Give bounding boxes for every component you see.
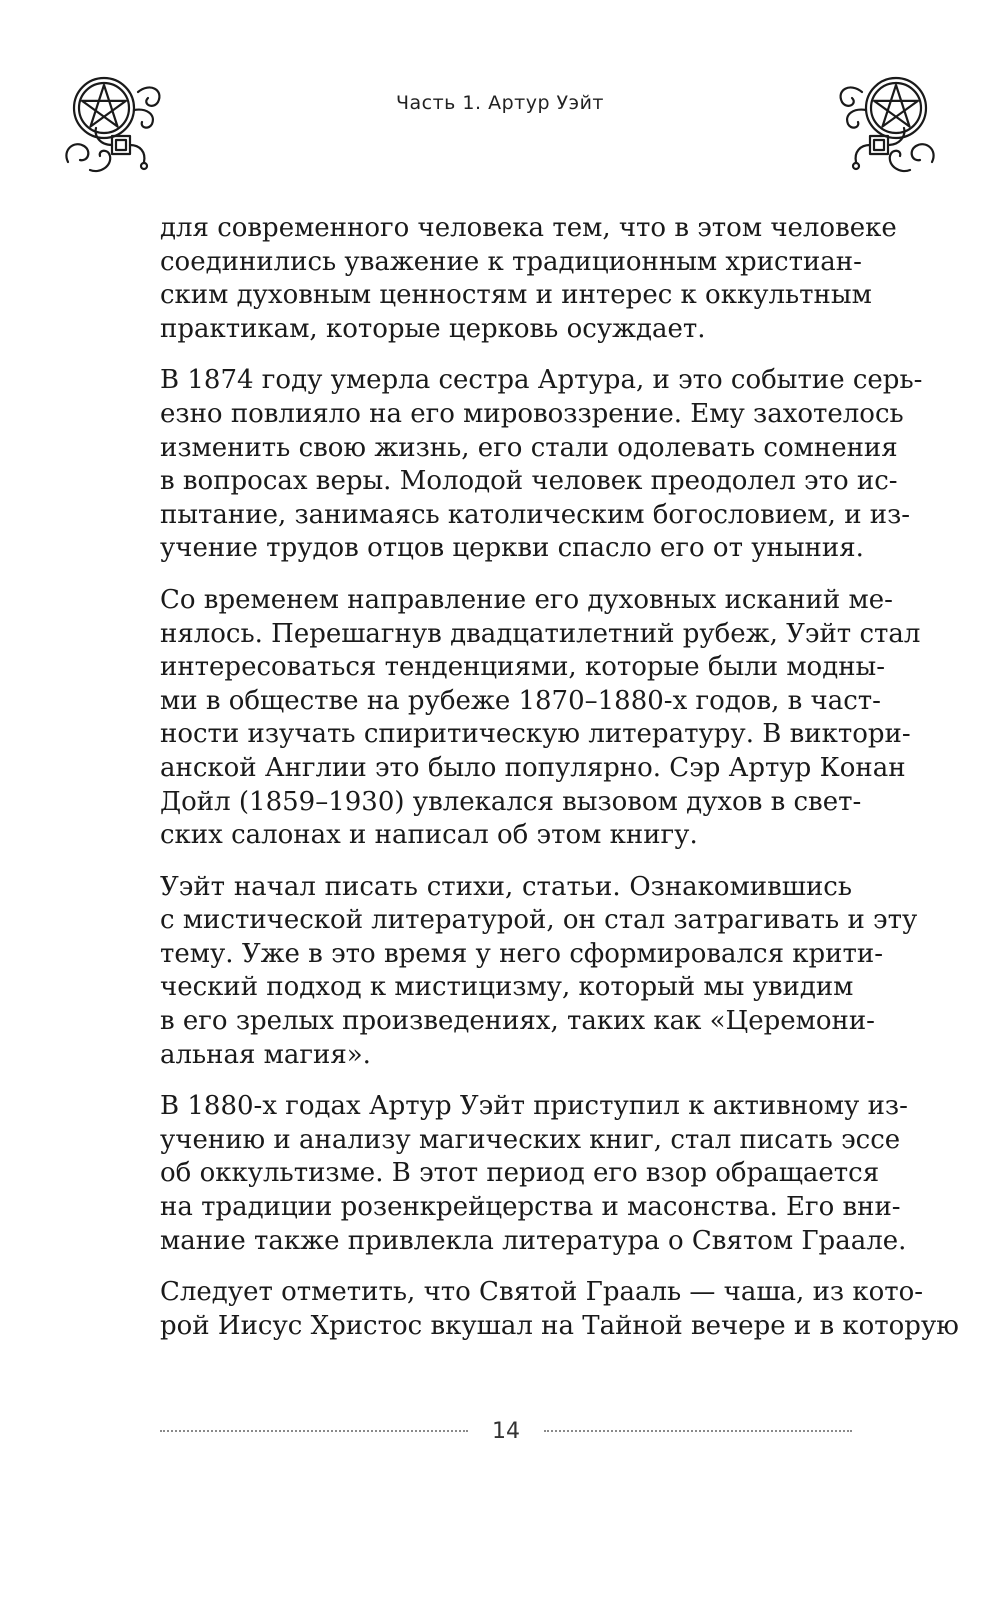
text-line: мание также привлекла литература о Святом Граале. bbox=[160, 1225, 907, 1256]
text-line: в его зрелых произведениях, таких как «Церемони- bbox=[160, 1006, 875, 1037]
paragraph bbox=[160, 364, 923, 566]
text-line: на традиции розенкрейцерства и масонства. Его вни- bbox=[160, 1192, 901, 1223]
text-line: интересоваться тенденциями, которые были модны- bbox=[160, 652, 886, 683]
text-line: Со временем направление его духовных исканий ме- bbox=[160, 584, 893, 615]
text-line: для современного человека тем, что в этом человеке bbox=[160, 213, 897, 243]
running-head: Часть 1. Артур Уэйт bbox=[396, 92, 604, 114]
paragraph bbox=[160, 1090, 908, 1258]
text-line: практикам, которые церковь осуждает. bbox=[160, 313, 706, 344]
text-line: учение трудов отцов церкви спасло его от уныния. bbox=[160, 533, 864, 564]
text-line: ских салонах и написал об этом книгу. bbox=[160, 820, 698, 851]
paragraph bbox=[160, 871, 918, 1073]
text-line: учению и анализу магических книг, стал писать эссе bbox=[160, 1124, 901, 1155]
text-line: рой Иисус Христос вкушал на Тайной вечере и в которую bbox=[160, 1310, 959, 1341]
body-text bbox=[160, 212, 959, 1361]
text-line: об оккультизме. В этот период его взор обращается bbox=[160, 1158, 880, 1189]
text-line: Уэйт начал писать стихи, статьи. Ознакомившись bbox=[160, 871, 852, 902]
page-number: 14 bbox=[492, 1418, 520, 1444]
text-line: с мистической литературой, он стал затрагивать и эту bbox=[160, 905, 918, 936]
paragraph bbox=[160, 212, 897, 346]
pentacle-flourish-icon bbox=[820, 66, 940, 186]
page-footer bbox=[160, 1416, 852, 1446]
text-line: В 1874 году умерла сестра Артура, и это событие серь- bbox=[160, 365, 923, 396]
paragraph bbox=[160, 584, 921, 853]
paragraph bbox=[160, 1276, 959, 1343]
text-line: изменить свою жизнь, его стали одолевать сомнения bbox=[160, 432, 898, 463]
dotted-rule-right bbox=[544, 1430, 852, 1432]
text-line: ми в обществе на рубеже 1870–1880-х годов, в част- bbox=[160, 685, 881, 716]
text-line: В 1880-х годах Артур Уэйт приступил к активному из- bbox=[160, 1091, 908, 1122]
text-line: соединились уважение к традиционным христиан- bbox=[160, 246, 862, 277]
text-line: ским духовным ценностям и интерес к оккультным bbox=[160, 280, 872, 311]
text-line: нялось. Перешагнув двадцатилетний рубеж, Уэйт стал bbox=[160, 618, 921, 649]
dotted-rule-left bbox=[160, 1430, 468, 1432]
text-line: пытание, занимаясь католическим богословием, и из- bbox=[160, 499, 911, 530]
text-line: тему. Уже в это время у него сформировался крити- bbox=[160, 938, 883, 969]
text-line: в вопросах веры. Молодой человек преодолел это ис- bbox=[160, 466, 898, 497]
text-line: альная магия». bbox=[160, 1039, 371, 1070]
text-line: анской Англии это было популярно. Сэр Артур Конан bbox=[160, 752, 906, 783]
text-line: езно повлияло на его мировоззрение. Ему захотелось bbox=[160, 398, 904, 429]
text-line: Дойл (1859–1930) увлекался вызовом духов в свет- bbox=[160, 786, 862, 817]
text-line: Следует отметить, что Святой Грааль — чаша, из кото- bbox=[160, 1277, 924, 1308]
pentacle-flourish-icon bbox=[60, 66, 180, 186]
text-line: ческий подход к мистицизму, который мы увидим bbox=[160, 972, 854, 1003]
text-line: ности изучать спиритическую литературу. В виктори- bbox=[160, 719, 911, 750]
